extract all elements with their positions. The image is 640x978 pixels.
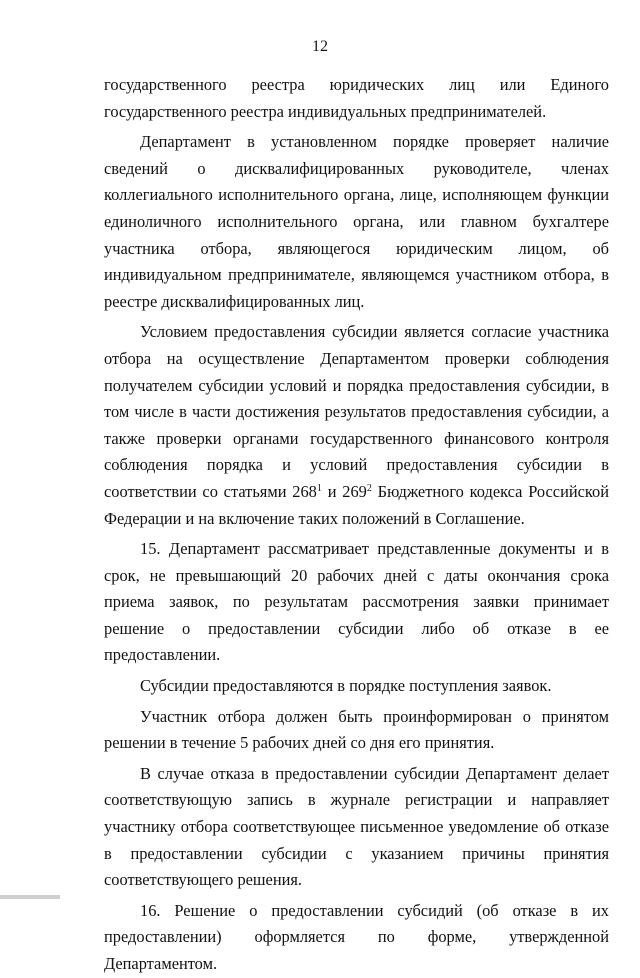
article-269-superscript: 2 [366,482,372,494]
paragraph-refusal: В случае отказа в предоставлении субсидии Департамент делает соответствующую запись в журнале регистрации и направляет участнику отбора соответствующее письменное уведомление об отказе в предоставлении субсидии с указанием причины принятия соответствующего решения. [104,763,609,890]
paragraph-notification: Участник отбора должен быть проинформирован о принятом решении в течение 5 рабочих дней со дня его принятия. [104,706,609,753]
subsidy-condition-text-2: и 269 [321,481,367,501]
article-268-superscript: 1 [316,482,322,494]
page-number: 12 [312,38,328,55]
paragraph-disqualified-check: Департамент в установленном порядке проверяет наличие сведений о дисквалифицированных руководителе, членах коллегиального исполнительного органа, лице, исполняющем функции единоличного исполнительного органа, или главном бухгалтере участника отбора, являющегося юридическим лицом, об индивидуальном предпринимателе, являющемся участником отбора, в реестре дисквалифицированных лиц. [104,132,609,311]
paragraph-15-review: 15. Департамент рассматривает представленные документы и в срок, не превышающий 20 рабочих дней с даты окончания срока приема заявок, по результатам рассмотрения заявки принимает решение о предоставлении субсидии либо об отказе в ее предоставлении. [104,539,609,665]
subsidy-condition-text-1: Условием предоставления субсидии является согласие участника отбора на осуществление Департаментом проверки соблюдения получателем субсидии условий и порядка предоставления субсидии, в том числе в части достижения результатов предоставления субсидии, а также проверки органами государственного финансового контроля соблюдения порядка и условий предоставления субсидии в соответствии со статьями 268 [104,322,609,501]
subsidy-condition-text-3: Бюджетного кодекса Российской Федерации и на включение таких положений в Соглашение. [104,481,609,528]
scan-edge-mark [0,895,60,899]
paragraph-16-decision: 16. Решение о предоставлении субсидий (об отказе в их предоставлении) оформляется по форме, утвержденной Департаментом. [104,900,609,973]
document-body [104,72,609,978]
paragraph-subsidy-condition [104,319,609,532]
paragraph-order-of-applications: Субсидии предоставляются в порядке поступления заявок. [140,676,552,696]
paragraph-registry-continuation: государственного реестра юридических лиц или Единого государственного реестра индивидуальных предпринимателей. [104,75,609,121]
